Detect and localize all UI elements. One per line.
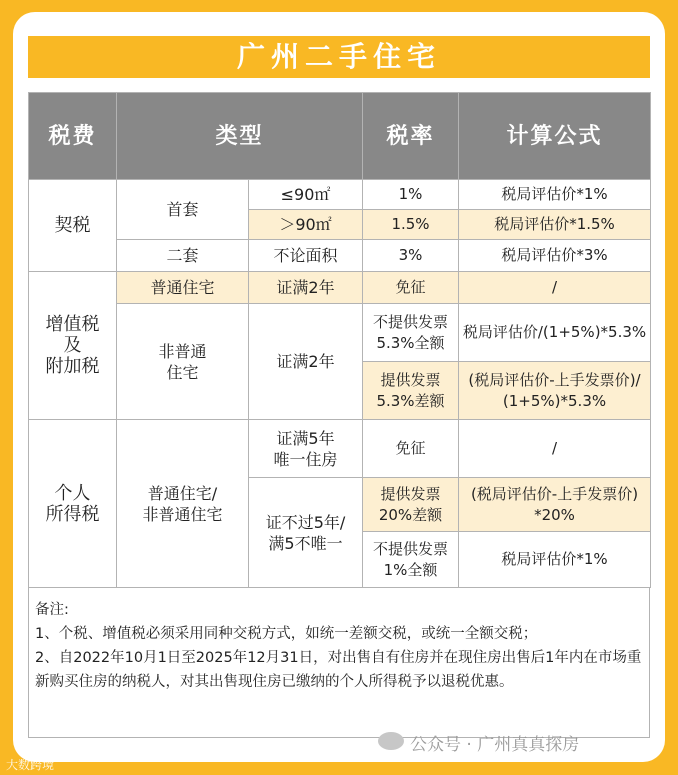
header-type: 类型 [117,93,363,180]
condition-cell: 证满5年 唯一住房 [249,420,363,478]
header-rate: 税率 [363,93,459,180]
tax-table [28,92,651,588]
pit-label: 个人 所得税 [29,420,117,588]
table-row [29,240,651,272]
page-title: 广州二手住宅 [28,36,650,78]
formula-cell: / [459,272,651,304]
formula-cell: (税局评估价-上手发票价)/ (1+5%)*5.3% [459,362,651,420]
note-line: 2、自2022年10月1日至2025年12月31日，对出售自有住房并在现住房出售后1年内在市场重新购买住房的纳税人，对其出售现住房已缴纳的个人所得税予以退税优惠。 [35,650,642,690]
table-row [29,272,651,304]
table-header-row [29,93,651,180]
formula-cell: 税局评估价/(1+5%)*5.3% [459,304,651,362]
condition-cell: 证满2年 [249,272,363,304]
table-row [29,304,651,362]
housing-type-label: 普通住宅/ 非普通住宅 [117,420,249,588]
rate-cell: 3% [363,240,459,272]
area-cell: ＞90㎡ [249,210,363,240]
wechat-icon [378,732,404,750]
condition-cell: 证满2年 [249,304,363,420]
notes-section [28,588,650,738]
non-ordinary-housing-label: 非普通 住宅 [117,304,249,420]
area-cell: ≤90㎡ [249,180,363,210]
rate-cell: 提供发票 20%差额 [363,478,459,532]
ordinary-housing-label: 普通住宅 [117,272,249,304]
rate-cell: 不提供发票 1%全额 [363,532,459,588]
first-home-label: 首套 [117,180,249,240]
formula-cell: 税局评估价*1% [459,180,651,210]
formula-cell: 税局评估价*1% [459,532,651,588]
header-formula: 计算公式 [459,93,651,180]
notes-heading: 备注: [35,602,69,618]
rate-cell: 1% [363,180,459,210]
formula-cell: 税局评估价*1.5% [459,210,651,240]
table-row [29,420,651,478]
rate-cell: 不提供发票 5.3%全额 [363,304,459,362]
second-home-label: 二套 [117,240,249,272]
formula-cell: / [459,420,651,478]
formula-cell: (税局评估价-上手发票价) *20% [459,478,651,532]
header-tax: 税费 [29,93,117,180]
rate-cell: 提供发票 5.3%差额 [363,362,459,420]
note-line: 1、个税、增值税必须采用同种交税方式，如统一差额交税，或统一全额交税； [35,626,538,642]
rate-cell: 免征 [363,420,459,478]
deed-tax-label: 契税 [29,180,117,272]
condition-cell: 证不过5年/ 满5不唯一 [249,478,363,588]
table-row [29,180,651,210]
rate-cell: 免征 [363,272,459,304]
corner-watermark: 大数跨境 [6,758,55,772]
watermark: 公众号 · 广州真真探房 [410,735,580,755]
rate-cell: 1.5% [363,210,459,240]
formula-cell: 税局评估价*3% [459,240,651,272]
vat-label: 增值税 及 附加税 [29,272,117,420]
area-cell: 不论面积 [249,240,363,272]
